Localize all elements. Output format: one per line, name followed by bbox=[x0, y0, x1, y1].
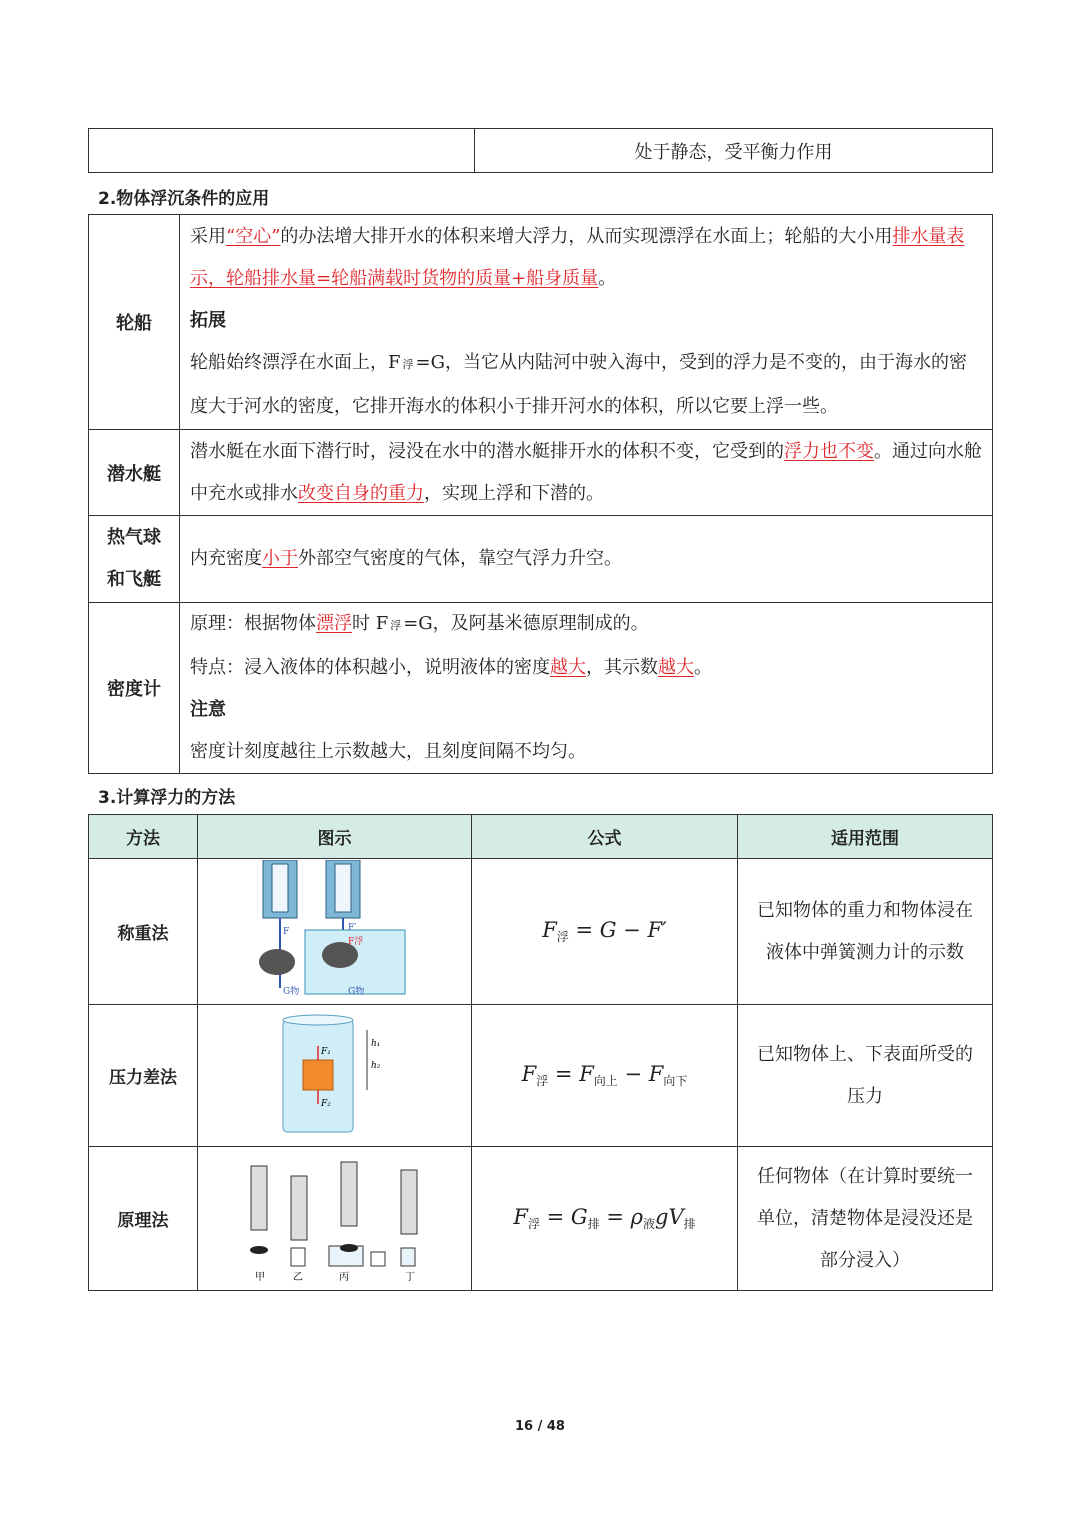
principle-scope: 任何物体（在计算时要统一 单位，清楚物体是浸没还是 部分浸入） bbox=[738, 1147, 993, 1291]
page-number: 16 / 48 bbox=[515, 1419, 565, 1434]
balloon-row bbox=[89, 516, 993, 603]
principle-figure bbox=[198, 1147, 472, 1291]
method-row-pressure bbox=[89, 1005, 993, 1147]
ship-label: 轮船 bbox=[89, 215, 180, 430]
svg-text:G物: G物 bbox=[282, 987, 299, 997]
header-scope: 适用范围 bbox=[738, 815, 993, 859]
svg-text:G物: G物 bbox=[347, 987, 364, 997]
ship-extension-title: 拓展 bbox=[190, 310, 226, 331]
svg-text:F浮: F浮 bbox=[347, 937, 363, 947]
top-left-cell bbox=[89, 129, 475, 173]
svg-text:丁: 丁 bbox=[404, 1272, 415, 1283]
submarine-row bbox=[89, 430, 993, 516]
section2-heading: 2.物体浮沉条件的应用 bbox=[98, 189, 270, 209]
svg-text:甲: 甲 bbox=[254, 1272, 265, 1283]
section3-heading: 3.计算浮力的方法 bbox=[98, 788, 236, 808]
method-name: 称重法 bbox=[89, 859, 198, 1005]
header-method: 方法 bbox=[89, 815, 198, 859]
weighing-formula: F浮 = G − F′ bbox=[472, 859, 738, 1005]
header-figure: 图示 bbox=[198, 815, 472, 859]
svg-text:F′: F′ bbox=[347, 923, 356, 933]
method-name: 压力差法 bbox=[89, 1005, 198, 1147]
ship-extension-text: 轮船始终漂浮在水面上，F 浮 =G，当它从内陆河中驶入海中，受到的浮力是不变的，由于海水的密度大于河水的密度，它排开海水的体积小于排开河水的体积，所以它要上浮一些。 bbox=[190, 352, 967, 417]
svg-text:h₂: h₂ bbox=[370, 1061, 380, 1071]
svg-text:丙: 丙 bbox=[338, 1272, 349, 1283]
hydrometer-content: 原理：根据物体漂浮时 F 浮 =G，及阿基米德原理制成的。 特点：浸入液体的体积越小，说明液体的密度越大，其示数越大。 注意 密度计刻度越往上示数越大，且刻度间隔不均匀。 bbox=[180, 603, 993, 774]
submarine-label: 潜水艇 bbox=[89, 430, 180, 516]
ship-para: 采用“空心”的办法增大排开水的体积来增大浮力，从而实现漂浮在水面上；轮船的大小用排水量表示，轮船排水量=轮船满载时货物的质量+船身质量。 bbox=[190, 226, 965, 289]
balloon-label: 热气球 和飞艇 bbox=[89, 516, 180, 603]
method-header-row bbox=[89, 815, 993, 859]
hydrometer-note: 密度计刻度越往上示数越大，且刻度间隔不均匀。 bbox=[190, 741, 586, 762]
buoyancy-method-table bbox=[88, 814, 993, 1291]
svg-text:F₂: F₂ bbox=[320, 1099, 331, 1109]
top-right-cell: 处于静态，受平衡力作用 bbox=[475, 129, 993, 173]
pressure-figure bbox=[198, 1005, 472, 1147]
svg-text:乙: 乙 bbox=[292, 1272, 303, 1283]
ship-content bbox=[180, 215, 993, 430]
top-table bbox=[88, 128, 993, 173]
principle-formula: F浮 = G排 = ρ液gV排 bbox=[472, 1147, 738, 1291]
header-formula: 公式 bbox=[472, 815, 738, 859]
svg-text:h₁: h₁ bbox=[370, 1039, 380, 1049]
ship-row bbox=[89, 215, 993, 430]
submarine-content: 潜水艇在水面下潜行时，浸没在水中的潜水艇排开水的体积不变，它受到的浮力也不变。通过向水舱中充水或排水改变自身的重力，实现上浮和下潜的。 bbox=[180, 430, 993, 516]
svg-text:F₁: F₁ bbox=[320, 1047, 331, 1057]
pressure-formula: F浮 = F向上 − F向下 bbox=[472, 1005, 738, 1147]
spring-scale-diagram bbox=[255, 860, 415, 998]
weighing-scope: 已知物体的重力和物体浸在 液体中弹簧测力计的示数 bbox=[738, 859, 993, 1005]
balloon-content: 内充密度小于外部空气密度的气体，靠空气浮力升空。 bbox=[180, 516, 993, 603]
archimedes-experiment-diagram bbox=[235, 1148, 435, 1284]
method-name: 原理法 bbox=[89, 1147, 198, 1291]
pressure-difference-diagram bbox=[275, 1008, 395, 1138]
method-row-weighing bbox=[89, 859, 993, 1005]
hydrometer-row bbox=[89, 603, 993, 774]
svg-text:F: F bbox=[282, 927, 289, 937]
method-row-principle bbox=[89, 1147, 993, 1291]
buoyancy-application-table bbox=[88, 214, 993, 774]
weighing-figure bbox=[198, 859, 472, 1005]
hydrometer-note-title: 注意 bbox=[190, 699, 226, 720]
pressure-scope: 已知物体上、下表面所受的 压力 bbox=[738, 1005, 993, 1147]
hydrometer-label: 密度计 bbox=[89, 603, 180, 774]
